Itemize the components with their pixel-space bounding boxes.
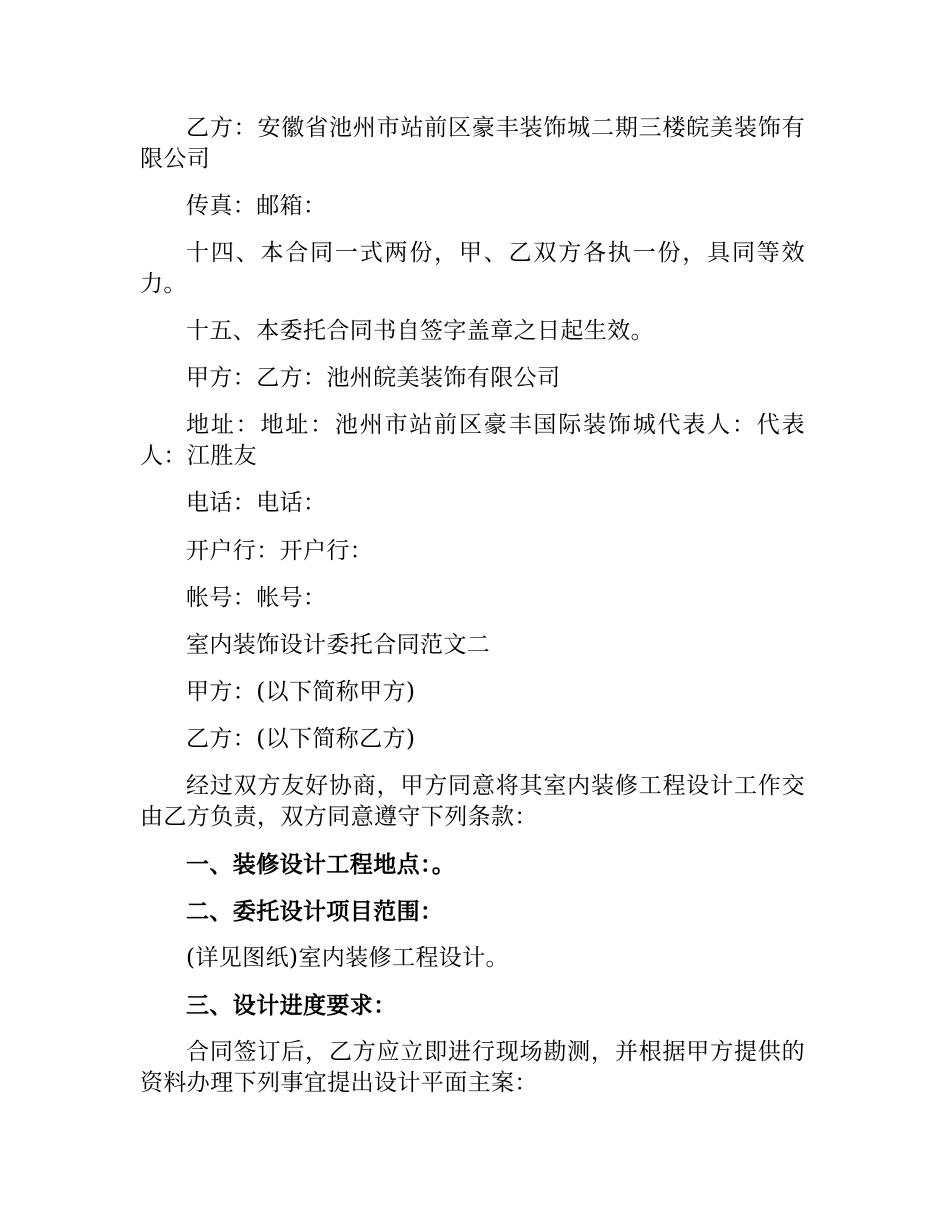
signature-parties: 甲方：乙方：池州皖美装饰有限公司 [186,365,561,391]
party-a-line: 甲方：(以下简称甲方) [186,679,416,705]
heading-design-scope: 二、委托设计项目范围： [186,898,444,925]
signature-phone: 电话：电话： [186,490,327,516]
document-page [140,113,805,1099]
heading-schedule: 三、设计进度要求： [186,992,397,1019]
party-b-address: 乙方：安徽省池州市站前区豪丰装饰城二期三楼皖美装饰有限公司 [140,115,805,172]
clause-14: 十四、本合同一式两份，甲、乙双方各执一份，具同等效力。 [140,240,805,297]
section-title: 室内装饰设计委托合同范文二 [186,632,491,658]
signature-bank: 开户行：开户行： [186,538,374,564]
schedule-paragraph: 合同签订后，乙方应立即进行现场勘测，并根据甲方提供的资料办理下列事宜提出设计平面主案： [140,1039,805,1096]
heading-project-location: 一、装修设计工程地点：。 [186,851,456,878]
signature-account: 帐号：帐号： [186,585,327,611]
clause-15: 十五、本委托合同书自签字盖章之日起生效。 [186,318,654,344]
fax-email-line: 传真：邮箱： [186,193,327,219]
intro-paragraph: 经过双方友好协商，甲方同意将其室内装修工程设计工作交由乙方负责，双方同意遵守下列条款： [140,773,805,830]
design-scope-text: (详见图纸)室内装修工程设计。 [186,945,509,971]
party-b-line: 乙方：(以下简称乙方) [186,726,416,752]
signature-address: 地址：地址：池州市站前区豪丰国际装饰城代表人：代表人：江胜友 [140,412,805,469]
